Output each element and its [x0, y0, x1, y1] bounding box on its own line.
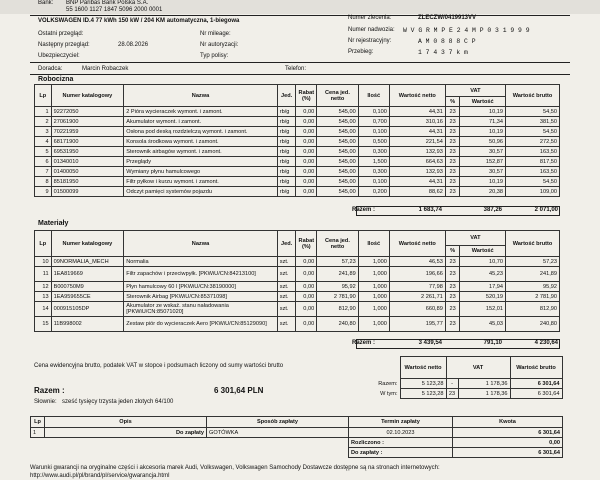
table-row: [35, 267, 560, 282]
cell-name: Akumulator wymont. i zamont.: [124, 117, 278, 127]
cell-net: 221,54: [389, 137, 445, 147]
vehicle-description: VOLKSWAGEN ID.4 77 kWh 150 kW / 204 KM automatyczna, 1-biegowa: [38, 18, 240, 24]
warranty-note: Warunki gwarancji na oryginalne części i akcesoria marek Audi, Volkswagen, Volkswagen Samochody Dostawcze dostępne są na stronach internetowych:: [30, 465, 440, 471]
cell-gross: 57,23: [506, 257, 560, 267]
cell-net: 132,93: [389, 167, 445, 177]
next-inspection-label: Następny przegląd:: [38, 42, 90, 48]
cell-pct: 23: [445, 282, 460, 292]
cell-net: 310,16: [389, 117, 445, 127]
cell-name: Płyn hamulcowy 60 l [PKWiU/CN:38190000]: [124, 282, 278, 292]
cell-pct: 23: [445, 257, 460, 267]
cell-net: 44,31: [389, 177, 445, 187]
cell-name: Zestaw piór do wycieraczek Aero [PKWiU/CN:85129090]: [124, 317, 278, 332]
cell-pct: 23: [445, 127, 460, 137]
cell-pct: 23: [445, 177, 460, 187]
cell-pct: 23: [445, 107, 460, 117]
payment-lp: 1: [31, 428, 45, 438]
cell-gross: 54,50: [506, 107, 560, 117]
cell-qty: 0,300: [358, 167, 389, 177]
cell-name: Sterownik Airbag [PKWiU/CN:85371098]: [124, 292, 278, 302]
vin-label: Numer nadwozia:: [348, 27, 395, 33]
col-gross: Wartość brutto: [506, 231, 560, 257]
cell-cat: 01400050: [51, 167, 124, 177]
table-row: [35, 292, 560, 302]
cell-qty: 1,000: [358, 257, 389, 267]
cell-gross: 241,89: [506, 267, 560, 282]
cell-price: 2 781,90: [317, 292, 359, 302]
labor-total-gross: 2 071,00: [534, 207, 558, 213]
cell-vat: 10,70: [460, 257, 506, 267]
advisor-label: Doradca:: [38, 66, 63, 72]
materials-total-net: 3 439,54: [418, 340, 442, 346]
cell-cat: 92272050: [51, 107, 124, 117]
cell-name: 2 Pióra wycieraczek wymont. i zamont.: [124, 107, 278, 117]
labor-total-net: 1 683,74: [418, 207, 442, 213]
cell-qty: 1,000: [358, 302, 389, 317]
col-name: Nazwa: [124, 85, 278, 107]
authorization-label: Nr autoryzacji:: [200, 42, 239, 48]
col-name: Nazwa: [124, 231, 278, 257]
cell-disc: 0,00: [296, 317, 317, 332]
payment-method: GOTÓWKA: [207, 428, 349, 438]
cell-lp: 4: [35, 137, 52, 147]
cell-net: 664,63: [389, 157, 445, 167]
col-net: Wartość netto: [389, 85, 445, 107]
col-discount: Rabat (%): [296, 231, 317, 257]
cell-gross: 272,50: [506, 137, 560, 147]
cell-disc: 0,00: [296, 187, 317, 197]
cell-disc: 0,00: [296, 107, 317, 117]
cell-price: 95,92: [317, 282, 359, 292]
mileage-run-label: Przebieg:: [348, 49, 374, 55]
cell-lp: 15: [35, 317, 52, 332]
cell-unit: szt.: [277, 282, 296, 292]
labor-total-label: Razem :: [352, 207, 376, 213]
cell-lp: 7: [35, 167, 52, 177]
labor-total-vat: 387,26: [483, 207, 502, 213]
payment-col-desc: Opis: [45, 417, 207, 428]
table-row: [35, 127, 560, 137]
col-vat-value: Wartość: [460, 246, 506, 257]
col-net: Wartość netto: [389, 231, 445, 257]
cell-net: 44,31: [389, 127, 445, 137]
cell-cat: 27061900: [51, 117, 124, 127]
to-pay-label: Do zapłaty :: [349, 448, 453, 458]
cell-unit: rb/g: [277, 117, 296, 127]
labor-rows: [35, 107, 560, 197]
cell-disc: 0,00: [296, 257, 317, 267]
cell-net: 44,31: [389, 107, 445, 117]
cell-price: 241,89: [317, 267, 359, 282]
table-row: [35, 147, 560, 157]
cell-unit: rb/g: [277, 157, 296, 167]
cell-disc: 0,00: [296, 167, 317, 177]
payment-col-due: Termin zapłaty: [349, 417, 453, 428]
cell-net: 196,66: [389, 267, 445, 282]
col-vat-pct: %: [445, 97, 460, 107]
cell-price: 545,00: [317, 177, 359, 187]
cell-lp: 1: [35, 107, 52, 117]
cell-price: 545,00: [317, 127, 359, 137]
cell-vat: 30,57: [460, 147, 506, 157]
table-row: [35, 187, 560, 197]
cell-gross: 381,50: [506, 117, 560, 127]
col-qty: Ilość: [358, 231, 389, 257]
cell-vat: 520,19: [460, 292, 506, 302]
cell-cat: 1EA959655CE: [51, 292, 124, 302]
col-catalog: Numer katalogowy: [51, 85, 124, 107]
cell-cat: 68171900: [51, 137, 124, 147]
reg-label: Nr rejestracyjny:: [348, 38, 392, 44]
bank-label: Bank:: [38, 0, 54, 6]
bank-name: BNP Paribas Bank Polska S.A.: [66, 0, 149, 6]
cell-lp: 2: [35, 117, 52, 127]
payment-amount: 6 301,64: [453, 428, 563, 438]
payment-due: 02.10.2023: [349, 428, 453, 438]
cell-pct: 23: [445, 302, 460, 317]
cell-gross: 54,50: [506, 177, 560, 187]
cell-qty: 0,100: [358, 107, 389, 117]
cell-vat: 10,19: [460, 107, 506, 117]
payment-col-amount: Kwota: [453, 417, 563, 428]
cell-cat: 11B998002: [51, 317, 124, 332]
order-no: ZLECZW/0419913VV: [418, 15, 477, 21]
table-row: [35, 282, 560, 292]
cell-lp: 6: [35, 157, 52, 167]
col-unit: Jed.: [277, 85, 296, 107]
cell-pct: 23: [445, 117, 460, 127]
col-vat: VAT: [445, 85, 505, 97]
cell-net: 660,89: [389, 302, 445, 317]
vin: W V G R M P E 2 4 M P 0 3 1 9 9 9: [403, 27, 530, 34]
cell-unit: rb/g: [277, 187, 296, 197]
cell-qty: 1,500: [358, 157, 389, 167]
cell-pct: 23: [445, 147, 460, 157]
cell-disc: 0,00: [296, 157, 317, 167]
next-inspection-date: 28.08.2026: [118, 42, 149, 48]
divider: [30, 62, 570, 63]
cell-lp: 9: [35, 187, 52, 197]
cell-net: 132,93: [389, 147, 445, 157]
vat-summary-cell: 6 301,64: [510, 389, 562, 399]
cell-name: Odczyt pamięci systemów pojazdu: [124, 187, 278, 197]
cell-price: 545,00: [317, 147, 359, 157]
cell-unit: rb/g: [277, 137, 296, 147]
cell-unit: rb/g: [277, 177, 296, 187]
cell-vat: 50,96: [460, 137, 506, 147]
table-row: [35, 302, 560, 317]
col-price: Cena jed. netto: [317, 85, 359, 107]
vat-summary-row-label: W tym:: [380, 390, 398, 397]
vat-summary-cell: 6 301,64: [510, 379, 562, 389]
cell-vat: 20,38: [460, 187, 506, 197]
cell-cat: 70221959: [51, 127, 124, 137]
col-discount: Rabat (%): [296, 85, 317, 107]
vat-summary-cell: 5 123,28: [400, 389, 446, 399]
cell-vat: 17,94: [460, 282, 506, 292]
cell-qty: 0,700: [358, 117, 389, 127]
cell-name: Normalia: [124, 257, 278, 267]
materials-total-label: Razem :: [352, 340, 376, 346]
cell-cat: 000915105DP: [51, 302, 124, 317]
cell-cat: 85181950: [51, 177, 124, 187]
cell-vat: 45,03: [460, 317, 506, 332]
materials-title: Materiały: [38, 220, 69, 227]
cell-name: Filtr zapachów i przeciwpyłk. [PKWiU/CN:84213100]: [124, 267, 278, 282]
cell-gross: 54,50: [506, 127, 560, 137]
cell-vat: 30,57: [460, 167, 506, 177]
cell-price: 545,00: [317, 137, 359, 147]
cell-qty: 1,000: [358, 267, 389, 282]
cell-vat: 71,34: [460, 117, 506, 127]
cell-gross: 95,92: [506, 282, 560, 292]
cell-gross: 817,50: [506, 157, 560, 167]
cell-net: 77,98: [389, 282, 445, 292]
cell-gross: 2 781,90: [506, 292, 560, 302]
cell-qty: 0,200: [358, 187, 389, 197]
materials-table: [34, 230, 560, 332]
table-row: [35, 157, 560, 167]
cell-price: 545,00: [317, 167, 359, 177]
table-row: [35, 257, 560, 267]
cell-price: 545,00: [317, 117, 359, 127]
col-qty: Ilość: [358, 85, 389, 107]
vat-summary-cell: 5 123,28: [400, 379, 446, 389]
cell-lp: 8: [35, 177, 52, 187]
cell-price: 545,00: [317, 107, 359, 117]
cell-vat: 45,23: [460, 267, 506, 282]
cell-qty: 1,000: [358, 317, 389, 332]
materials-rows: [35, 257, 560, 332]
cell-cat: 01340010: [51, 157, 124, 167]
cell-lp: 13: [35, 292, 52, 302]
cell-pct: 23: [445, 137, 460, 147]
cell-lp: 10: [35, 257, 52, 267]
table-row: [35, 117, 560, 127]
warranty-url: http://www.audi.pl/pl/brand/pl/service/gwarancja.html: [30, 473, 170, 479]
vat-summary-cell: 1 178,36: [458, 379, 510, 389]
table-row: [35, 137, 560, 147]
cell-unit: szt.: [277, 257, 296, 267]
cell-unit: rb/g: [277, 107, 296, 117]
vat-summary-cell: -: [446, 379, 458, 389]
words-label: Słownie:: [34, 399, 57, 405]
cell-unit: szt.: [277, 302, 296, 317]
table-row: [35, 107, 560, 117]
cell-cat: 01500099: [51, 187, 124, 197]
cell-price: 57,23: [317, 257, 359, 267]
last-inspection-label: Ostatni przegląd:: [38, 31, 84, 37]
cell-name: Akumulator ze wskaź. stanu naładowania [PKWiU/CN:85071020]: [124, 302, 278, 317]
cell-pct: 23: [445, 157, 460, 167]
cell-cat: B000750M9: [51, 282, 124, 292]
cell-cat: 1EA819669: [51, 267, 124, 282]
vat-summary-net-header: Wartość netto: [400, 357, 446, 379]
to-pay-amount: 6 301,64: [453, 448, 563, 458]
vat-summary-vat-header: VAT: [446, 357, 510, 379]
col-gross: Wartość brutto: [506, 85, 560, 107]
vat-summary-table: [370, 356, 563, 399]
cell-cat: 69531950: [51, 147, 124, 157]
cell-qty: 1,000: [358, 292, 389, 302]
col-lp: Lp: [35, 85, 52, 107]
payment-col-lp: Lp: [31, 417, 45, 428]
cell-vat: 10,19: [460, 127, 506, 137]
vat-summary-gross-header: Wartość brutto: [510, 357, 562, 379]
col-price: Cena jed. netto: [317, 231, 359, 257]
cell-price: 240,80: [317, 317, 359, 332]
cell-qty: 0,100: [358, 177, 389, 187]
cell-unit: rb/g: [277, 127, 296, 137]
vat-summary-row-label: Razem:: [378, 380, 398, 387]
cell-gross: 812,90: [506, 302, 560, 317]
amount-in-words: sześć tysięcy trzysta jeden złotych 64/100: [62, 399, 174, 405]
cell-price: 545,00: [317, 187, 359, 197]
settled-amount: 0,00: [453, 438, 563, 448]
cell-qty: 0,300: [358, 147, 389, 157]
cell-unit: rb/g: [277, 167, 296, 177]
materials-total-vat: 791,10: [483, 340, 502, 346]
vat-summary-cell: 1 178,36: [458, 389, 510, 399]
cell-qty: 0,100: [358, 127, 389, 137]
cell-name: Sterownik airbagów wymont. i zamont.: [124, 147, 278, 157]
col-vat: VAT: [445, 231, 505, 246]
vat-summary-cell: 23: [446, 389, 458, 399]
payment-desc: Do zapłaty: [45, 428, 207, 438]
cell-pct: 23: [445, 187, 460, 197]
summary-total-label: Razem :: [34, 386, 65, 395]
cell-vat: 10,19: [460, 177, 506, 187]
cell-lp: 12: [35, 282, 52, 292]
phone-label: Telefon:: [285, 66, 307, 72]
cell-disc: 0,00: [296, 137, 317, 147]
cell-name: Konsola środkowa wymont. i zamont.: [124, 137, 278, 147]
col-vat-value: Wartość: [460, 97, 506, 107]
cell-pct: 23: [445, 292, 460, 302]
payment-col-method: Sposób zapłaty: [207, 417, 349, 428]
payment-table: [30, 416, 563, 458]
cell-cat: 09NORMALIA_MECH: [51, 257, 124, 267]
mileage-run: 1 7 4 3 7 k m: [418, 49, 468, 56]
cell-pct: 23: [445, 317, 460, 332]
cell-lp: 5: [35, 147, 52, 157]
cell-gross: 163,50: [506, 147, 560, 157]
divider: [30, 15, 570, 16]
cell-price: 545,00: [317, 157, 359, 167]
table-row: [35, 177, 560, 187]
labor-table: [34, 84, 560, 197]
cell-disc: 0,00: [296, 127, 317, 137]
mileage-label: Nr mileage:: [200, 31, 231, 37]
cell-name: Osłona pod deską rozdzielczą wymont. i zamont.: [124, 127, 278, 137]
cell-lp: 14: [35, 302, 52, 317]
divider: [30, 74, 570, 75]
cell-net: 88,62: [389, 187, 445, 197]
table-row: [35, 167, 560, 177]
cell-disc: 0,00: [296, 177, 317, 187]
cell-unit: rb/g: [277, 147, 296, 157]
cell-gross: 163,50: [506, 167, 560, 177]
registration: A M 0 8 8 8 C P: [418, 38, 476, 45]
cell-qty: 1,000: [358, 282, 389, 292]
policy-type-label: Typ polisy:: [200, 53, 229, 59]
cell-lp: 3: [35, 127, 52, 137]
cell-pct: 23: [445, 167, 460, 177]
cell-disc: 0,00: [296, 267, 317, 282]
cell-disc: 0,00: [296, 282, 317, 292]
cell-disc: 0,00: [296, 292, 317, 302]
cell-lp: 11: [35, 267, 52, 282]
summary-total-value: 6 301,64 PLN: [214, 386, 264, 395]
cell-name: Filtr pyłkow i kurzu wymont. i zamont.: [124, 177, 278, 187]
insurer-label: Ubezpieczyciel:: [38, 53, 80, 59]
cell-price: 812,90: [317, 302, 359, 317]
table-row: [35, 317, 560, 332]
cell-disc: 0,00: [296, 302, 317, 317]
cell-net: 46,53: [389, 257, 445, 267]
cell-gross: 109,00: [506, 187, 560, 197]
cell-name: Przeglądy: [124, 157, 278, 167]
materials-total-gross: 4 230,64: [534, 340, 558, 346]
cell-gross: 240,80: [506, 317, 560, 332]
labor-title: Robocizna: [38, 76, 74, 83]
cell-vat: 152,01: [460, 302, 506, 317]
cell-net: 195,77: [389, 317, 445, 332]
advisor-name: Marcin Robaczek: [82, 66, 129, 72]
col-lp: Lp: [35, 231, 52, 257]
cell-disc: 0,00: [296, 117, 317, 127]
cell-pct: 23: [445, 267, 460, 282]
col-unit: Jed.: [277, 231, 296, 257]
cell-unit: szt.: [277, 317, 296, 332]
settled-label: Rozliczono :: [349, 438, 453, 448]
bank-account: 55 1600 1127 1847 5096 2000 0001: [66, 7, 163, 13]
cell-vat: 152,87: [460, 157, 506, 167]
cell-net: 2 261,71: [389, 292, 445, 302]
cell-unit: szt.: [277, 292, 296, 302]
col-catalog: Numer katalogowy: [51, 231, 124, 257]
cell-qty: 0,500: [358, 137, 389, 147]
order-no-label: Numer zlecenia:: [348, 15, 392, 21]
summary-note: Cena ewidencyjna brutto, podatek VAT w stopce i podsumach liczony od sumy wartości brutto: [34, 363, 284, 369]
cell-unit: szt.: [277, 267, 296, 282]
col-vat-pct: %: [445, 246, 460, 257]
cell-disc: 0,00: [296, 147, 317, 157]
cell-name: Wymiany płynu hamulcowego: [124, 167, 278, 177]
